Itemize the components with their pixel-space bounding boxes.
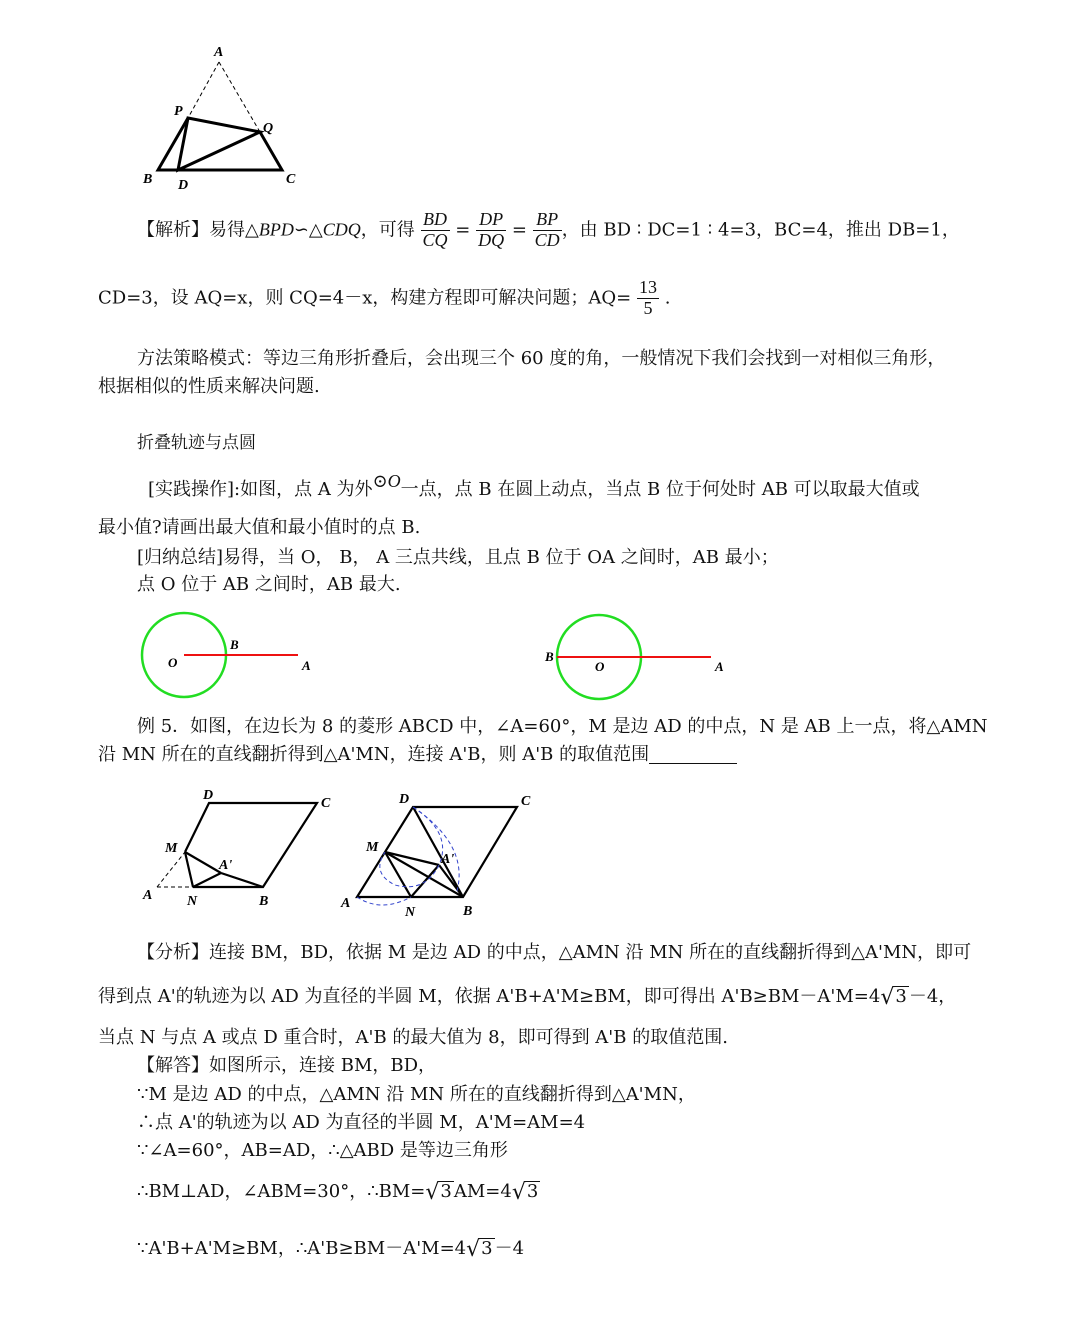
practice-line-2: 最小值?请画出最大值和最小值时的点 B. — [98, 517, 421, 538]
jiexi-text: 【解析】易得△ — [137, 219, 259, 241]
analysis-line-3: 当点 N 与点 A 或点 D 重合时，A'B 的最大值为 8，即可得到 A'B 的取值范围. — [98, 1027, 728, 1048]
section-heading: 折叠轨迹与点圆 — [137, 433, 256, 453]
rh2-label-d: D — [399, 792, 410, 807]
fig1-label-a: A — [214, 45, 224, 60]
sqrt-sign: √ — [425, 1180, 440, 1205]
fraction-denominator: DQ — [478, 229, 505, 250]
answer-line-6 — [137, 1237, 524, 1263]
answer-text-4: －4 — [494, 1238, 525, 1259]
circ1-label-o: O — [168, 655, 178, 670]
practice-text: [实践操作]:如图，点 A 为外 — [148, 479, 373, 500]
sqrt-sign: √ — [511, 1180, 526, 1205]
radicand: 3 — [526, 1181, 539, 1202]
rh1-label-n: N — [187, 894, 198, 909]
example5-line-1: 例 5．如图，在边长为 8 的菱形 ABCD 中，∠A=60°，M 是边 AD 的中点，N 是 AB 上一点，将△AMN — [137, 716, 988, 737]
analysis-line-1: 【分析】连接 BM，BD，依据 M 是边 AD 的中点，△AMN 沿 MN 所在的直线翻折得到△A'MN，即可 — [137, 942, 972, 963]
rh1-label-d: D — [203, 788, 214, 803]
fraction-denominator: CD — [534, 229, 560, 250]
jiexi-text-2: ，可得 — [360, 219, 415, 241]
figure-circle-min — [130, 605, 330, 705]
circ2-label-b: B — [545, 649, 554, 664]
summary-line-1: [归纳总结]易得，当 O， B， A 三点共线，且点 B 位于 OA 之间时，AB 最小； — [137, 547, 779, 568]
example5-line-2 — [98, 744, 737, 766]
answer-text: ∴BM⊥AD，∠ABM=30°，∴BM= — [137, 1181, 426, 1202]
rh2-label-a: A — [341, 896, 351, 911]
fraction-bd-cq — [421, 210, 450, 251]
rh2-label-n: N — [405, 905, 416, 920]
fraction-numerator: BP — [533, 210, 562, 231]
fig1-label-c: C — [286, 172, 296, 187]
answer-line-3: ∴点 A'的轨迹为以 AD 为直径的半圆 M，A'M=AM=4 — [137, 1112, 586, 1133]
figure-rhombus-locus — [335, 785, 545, 925]
example5-text: 沿 MN 所在的直线翻折得到△A'MN，连接 A'B，则 A'B 的取值范围 — [98, 744, 650, 765]
fraction-numerator: 13 — [638, 277, 657, 297]
fig1-label-q: Q — [263, 121, 274, 136]
practice-text-2: 一点，点 B 在圆上动点，当点 B 位于何处时 AB 可以取最大值或 — [400, 479, 920, 500]
practice-line-1 — [148, 471, 920, 501]
fraction-denominator: CQ — [422, 229, 448, 250]
answer-line-1: 【解答】如图所示，连接 BM，BD， — [137, 1055, 437, 1076]
jiexi-line-1 — [137, 210, 960, 251]
rh1-label-c: C — [321, 796, 331, 811]
equals-sign: = — [455, 219, 471, 241]
figure-rhombus-fold — [135, 785, 335, 915]
answer-text-2: AM=4 — [453, 1181, 512, 1202]
answer-text-3: ∵A'B+A'M≥BM，∴A'B≥BM－A'M=4 — [137, 1238, 467, 1259]
jiexi-triangle-cdq: CDQ — [322, 219, 361, 240]
figure-triangle-fold — [130, 40, 320, 190]
fraction-numerator: BD — [421, 210, 450, 231]
analysis-text: 得到点 A'的轨迹为以 AD 为直径的半圆 M，依据 A'B+A'M≥BM，即可得出 A'B≥BM－A'M=4 — [98, 986, 881, 1007]
fraction-13-5 — [637, 278, 659, 319]
sqrt-sign: √ — [880, 985, 895, 1010]
jiexi-line-2 — [98, 278, 670, 319]
radicand: 3 — [481, 1238, 493, 1259]
circ1-label-a: A — [302, 658, 311, 673]
answer-line-2: ∵M 是边 AD 的中点，△AMN 沿 MN 所在的直线翻折得到△A'MN， — [137, 1084, 696, 1105]
sqrt-sign: √ — [466, 1237, 481, 1262]
fraction-numerator: DP — [476, 210, 506, 231]
radicand: 3 — [440, 1181, 452, 1202]
fig1-label-p: P — [174, 104, 183, 119]
fig1-label-d: D — [178, 178, 189, 190]
rh1-label-aprime: A' — [219, 858, 233, 873]
method-line-2: 根据相似的性质来解决问题. — [98, 376, 320, 397]
jiexi-triangle-bpd: BPD — [258, 219, 294, 240]
fraction-denominator: 5 — [643, 297, 653, 318]
analysis-text-2: －4， — [908, 986, 957, 1007]
circ2-label-a: A — [715, 659, 724, 674]
circ1-label-b: B — [230, 637, 239, 652]
jiexi-text-4: CD=3，设 AQ=x，则 CQ=4－x，构建方程即可解决问题；AQ= — [98, 287, 632, 309]
method-line-1: 方法策略模式：等边三角形折叠后，会出现三个 60 度的角，一般情况下我们会找到一对相似三角形， — [137, 348, 946, 369]
circle-o-symbol: ⊙O — [372, 471, 401, 491]
period: . — [664, 287, 671, 309]
fraction-dp-dq — [476, 210, 506, 251]
rh2-label-b: B — [463, 904, 473, 919]
radicand: 3 — [895, 986, 907, 1007]
fraction-bp-cd — [533, 210, 562, 251]
jiexi-similar: ∽△ — [293, 219, 323, 241]
figure-circle-max — [535, 605, 735, 705]
rh1-label-b: B — [259, 894, 269, 909]
equals-sign: = — [511, 219, 527, 241]
answer-line-4: ∵∠A=60°，AB=AD，∴△ABD 是等边三角形 — [137, 1140, 508, 1161]
rh2-label-aprime: A' — [441, 852, 455, 867]
summary-line-2: 点 O 位于 AB 之间时，AB 最大. — [137, 574, 401, 595]
rh2-label-c: C — [521, 794, 531, 809]
answer-blank — [649, 745, 737, 764]
fig1-label-b: B — [143, 172, 153, 187]
analysis-line-2 — [98, 985, 956, 1011]
circ2-label-o: O — [595, 659, 605, 674]
rh1-label-a: A — [143, 888, 153, 903]
rh2-label-m: M — [366, 840, 379, 855]
jiexi-text-3: ，由 BD ∶ DC=1 ∶ 4=3，BC=4，推出 DB=1， — [561, 219, 960, 241]
rh1-label-m: M — [165, 841, 178, 856]
answer-line-5 — [137, 1180, 540, 1206]
